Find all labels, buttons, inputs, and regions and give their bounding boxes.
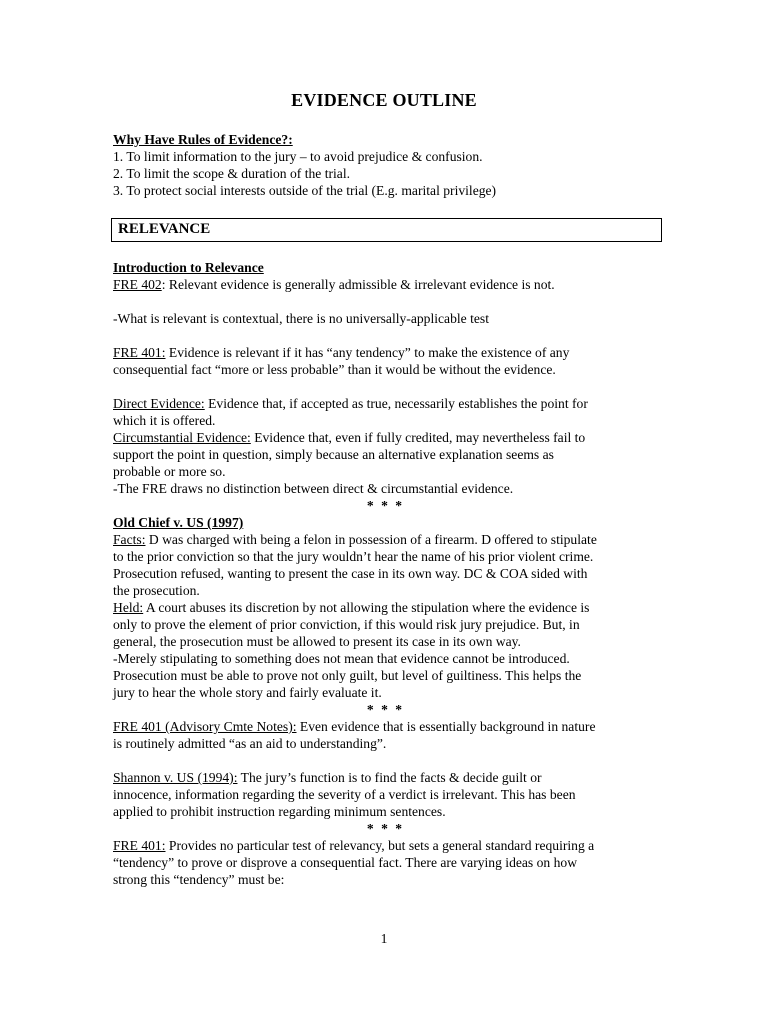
direct-evidence-label: Direct Evidence: [113,396,205,411]
fre401-standard-text-3: strong this “tendency” must be: [113,872,285,887]
old-chief-heading: Old Chief v. US (1997) [113,515,244,530]
fre401-paragraph [113,344,658,361]
circumstantial-evidence-paragraph [113,429,658,446]
direct-evidence-text-2: which it is offered. [113,413,216,428]
why-rules-heading: Why Have Rules of Evidence?: [113,132,293,147]
fre402-text: : Relevant evidence is generally admissible & irrelevant evidence is not. [161,277,555,292]
held-label: Held: [113,600,144,615]
held-text-4: -Merely stipulating to something does not mean that evidence cannot be introduced. [113,651,570,666]
shannon-text-3: applied to prohibit instruction regarding minimum sentences. [113,804,446,819]
section-heading-relevance: RELEVANCE [111,218,662,242]
fre401-standard-label: FRE 401: [113,838,166,853]
advisory-label: FRE 401 (Advisory Cmte Notes): [113,719,297,734]
held-text-1: A court abuses its discretion by not allowing the stipulation where the evidence is [143,600,590,615]
why-item-1: 1. To limit information to the jury – to avoid prejudice & confusion. [113,149,483,164]
document-title: EVIDENCE OUTLINE [291,90,477,110]
circumstantial-text-3: probable or more so. [113,464,226,479]
document-body [113,131,658,888]
held-text-2: only to prove the element of prior conviction, if this would risk jury prejudice. But, in [113,617,580,632]
fre401-standard-paragraph [113,837,658,854]
shannon-text-2: innocence, information regarding the severity of a verdict is irrelevant. This has been [113,787,576,802]
facts-label: Facts: [113,532,146,547]
why-item-2: 2. To limit the scope & duration of the trial. [113,166,351,181]
old-chief-held [113,599,658,616]
facts-text-3: Prosecution refused, wanting to present the case in its own way. DC & COA sided with [113,566,588,581]
facts-text-2: to the prior conviction so that the jury wouldn’t hear the name of his prior violent crime. [113,549,594,564]
separator-3: * * * [366,821,405,836]
fre401-text-1: Evidence is relevant if it has “any tendency” to make the existence of any [165,345,570,360]
fre401-standard-text-2: “tendency” to prove or disprove a consequential fact. There are varying ideas on how [113,855,578,870]
circumstantial-text-1: Evidence that, even if fully credited, may nevertheless fail to [250,430,586,445]
shannon-paragraph [113,769,658,786]
circumstantial-evidence-label: Circumstantial Evidence: [113,430,251,445]
fre401-standard-text-1: Provides no particular test of relevancy, but sets a general standard requiring a [165,838,595,853]
page-number: 1 [380,931,388,946]
held-text-6: jury to hear the whole story and fairly evaluate it. [113,685,382,700]
held-text-5: Prosecution must be able to prove not only guilt, but level of guiltiness. This helps the [113,668,582,683]
advisory-text-1: Even evidence that is essentially background in nature [296,719,596,734]
advisory-text-2: is routinely admitted “as an aid to understanding”. [113,736,387,751]
fre-distinction-note: -The FRE draws no distinction between direct & circumstantial evidence. [113,481,514,496]
fre402-label: FRE 402 [113,277,162,292]
shannon-text-1: The jury’s function is to find the facts & decide guilt or [237,770,542,785]
shannon-label: Shannon v. US (1994): [113,770,238,785]
circumstantial-text-2: support the point in question, simply because an alternative explanation seems as [113,447,554,462]
advisory-paragraph [113,718,658,735]
contextual-note: -What is relevant is contextual, there is no universally-applicable test [113,311,489,326]
fre401-text-2: consequential fact “more or less probable” than it would be without the evidence. [113,362,556,377]
held-text-3: general, the prosecution must be allowed to present its case in its own way. [113,634,521,649]
direct-evidence-text-1: Evidence that, if accepted as true, necessarily establishes the point for [204,396,588,411]
separator-1: * * * [366,498,405,513]
fre401-label: FRE 401: [113,345,166,360]
old-chief-facts [113,531,658,548]
facts-text-4: the prosecution. [113,583,200,598]
intro-heading: Introduction to Relevance [113,260,264,275]
direct-evidence-paragraph [113,395,658,412]
why-item-3: 3. To protect social interests outside of the trial (E.g. marital privilege) [113,183,497,198]
separator-2: * * * [366,702,405,717]
facts-text-1: D was charged with being a felon in possession of a firearm. D offered to stipulate [145,532,597,547]
fre402-paragraph [113,276,658,293]
